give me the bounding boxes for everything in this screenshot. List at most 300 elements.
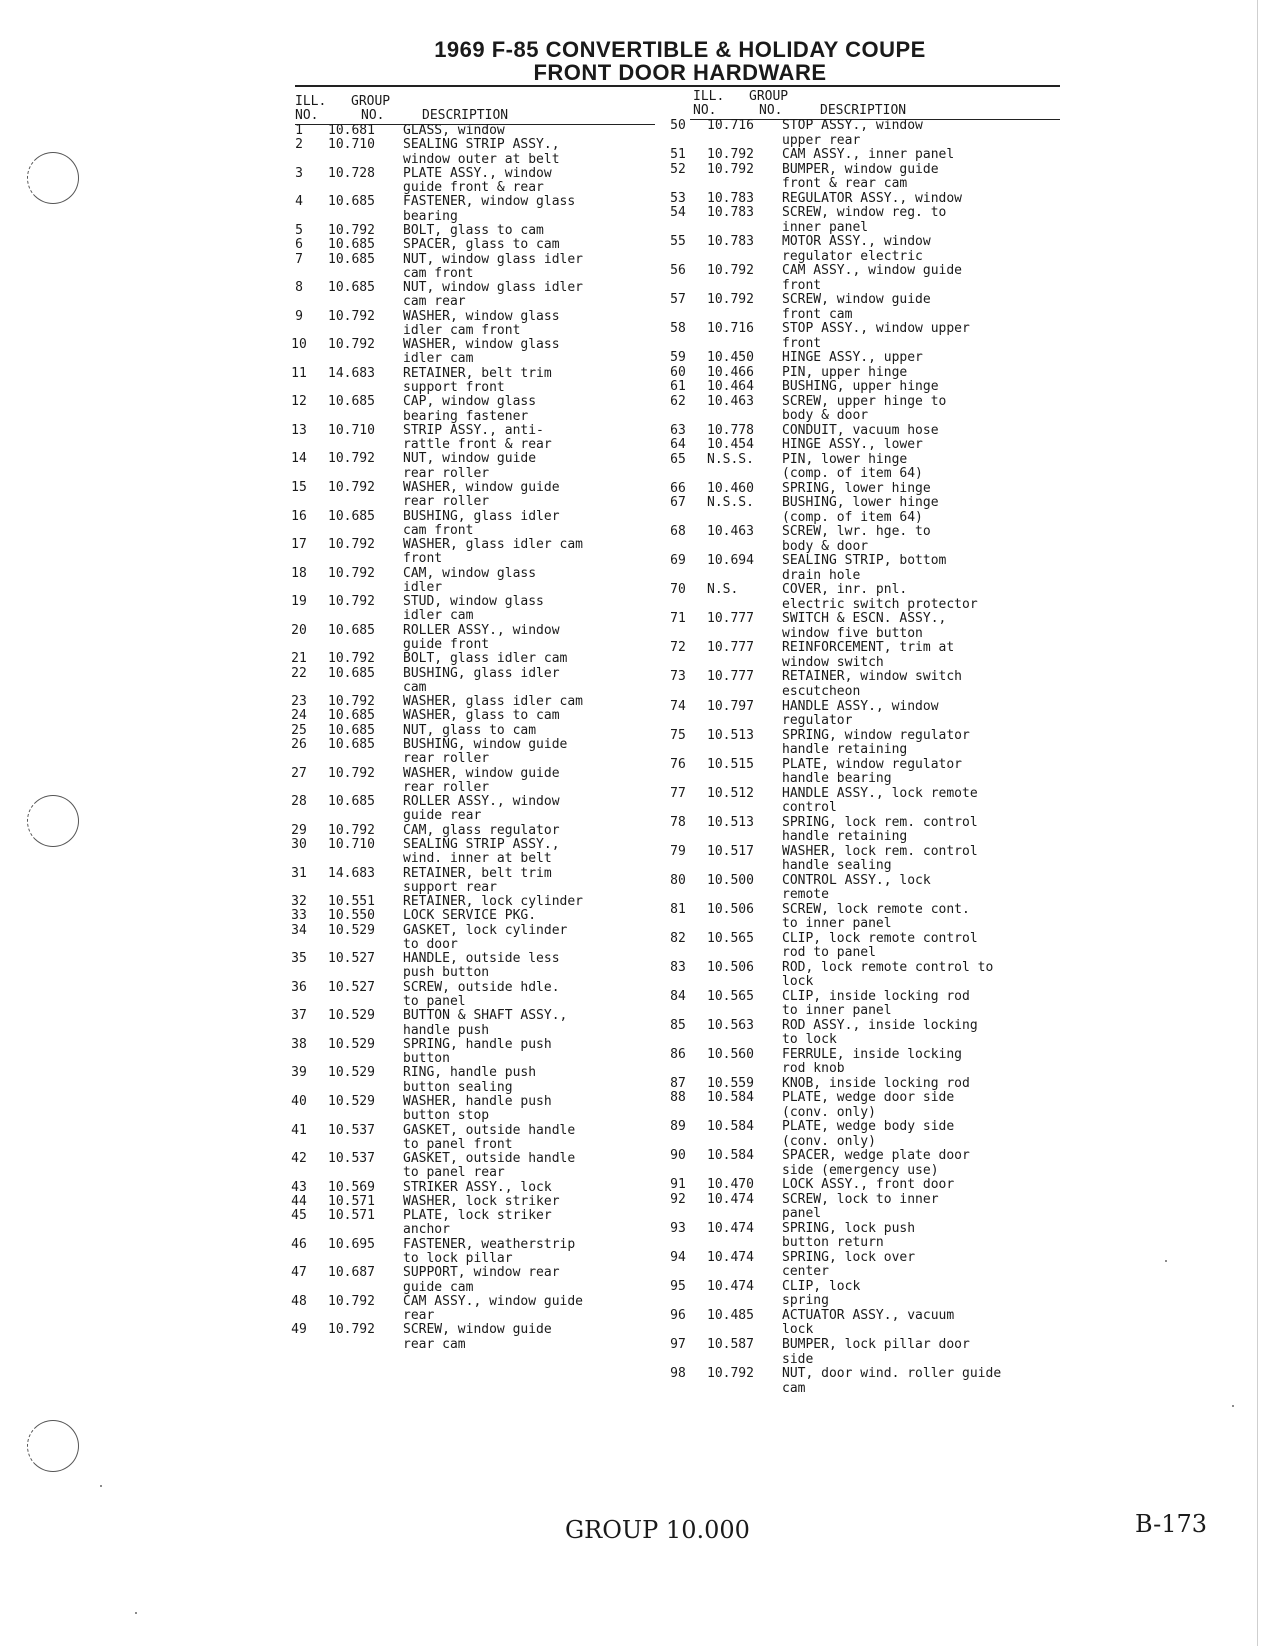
ill-number: 32 (291, 894, 307, 910)
group-number: 10.512 (707, 785, 754, 801)
ill-number: 28 (291, 794, 307, 810)
parts-row (670, 163, 1050, 192)
page-subtitle: FRONT DOOR HARDWARE (533, 60, 827, 85)
parts-row (291, 1195, 671, 1209)
ill-number: 37 (291, 1008, 307, 1024)
footer-page-number: B-173 (1135, 1510, 1207, 1538)
group-number: 10.792 (328, 1293, 375, 1309)
part-description: SPRING, window regulator handle retaining (782, 727, 970, 758)
part-description: RETAINER, belt trim support rear (403, 865, 552, 895)
ill-number: 65 (670, 451, 686, 467)
part-description: NUT, glass to cam (403, 722, 537, 738)
ill-number: 78 (670, 814, 686, 830)
ill-number: 19 (291, 594, 307, 610)
part-description: CAM, window glass idler (403, 565, 537, 595)
ill-number: 23 (291, 694, 307, 710)
parts-row (670, 1178, 1050, 1193)
description-header: DESCRIPTION (422, 108, 509, 123)
part-description: SCREW, upper hinge to body & door (782, 393, 947, 424)
ill-number: 62 (670, 393, 686, 409)
parts-row (670, 1280, 1050, 1309)
part-description: BOLT, glass idler cam (403, 651, 568, 667)
group-number: 10.792 (328, 1322, 375, 1338)
ill-number: 33 (291, 908, 307, 924)
part-description: CAM ASSY., window guide front (782, 263, 963, 293)
parts-row (291, 1181, 671, 1195)
part-description: SCREW, lwr. hge. to body & door (782, 524, 931, 554)
part-description: CLIP, lock spring (782, 1278, 861, 1309)
parts-row (291, 624, 671, 653)
ill-number: 59 (670, 350, 686, 366)
parts-row (670, 1091, 1050, 1120)
parts-row (670, 525, 1050, 554)
group-number: 10.565 (707, 930, 754, 946)
part-description: WASHER, glass idler cam (403, 694, 584, 710)
part-description: SCREW, window guide front cam (782, 292, 931, 322)
ill-number: 7 (295, 251, 303, 267)
part-description: WASHER, lock rem. control handle sealing (782, 843, 978, 874)
group-number: 10.569 (328, 1179, 375, 1195)
parts-row (291, 738, 671, 767)
part-description: BUMPER, lock pillar door side (782, 1337, 970, 1367)
group-number: 10.584 (707, 1090, 754, 1106)
part-description: REGULATOR ASSY., window (782, 190, 963, 206)
group-number: 10.685 (328, 508, 375, 524)
part-description: SEALING STRIP ASSY., wind. inner at belt (403, 837, 560, 867)
ill-number: 97 (670, 1337, 686, 1352)
group-number: 10.777 (707, 669, 754, 685)
group-number: 10.513 (707, 727, 754, 743)
group-number: 10.685 (328, 708, 375, 724)
ill-number: 70 (670, 582, 686, 598)
group-number: 10.560 (707, 1046, 754, 1062)
parts-row (670, 1309, 1050, 1338)
part-description: BUSHING, glass idler cam front (403, 508, 560, 538)
ill-number: 86 (670, 1046, 686, 1062)
ill-number: 22 (291, 665, 307, 681)
part-description: WASHER, glass to cam (403, 708, 560, 724)
parts-row (291, 924, 671, 953)
ill-number: 16 (291, 508, 307, 524)
parts-row (670, 1149, 1050, 1178)
parts-row (670, 322, 1050, 351)
ill-number: 2 (295, 137, 303, 153)
part-description: SCREW, outside hdle. to panel (403, 979, 560, 1009)
part-description: RING, handle push button sealing (403, 1065, 537, 1095)
parts-row (291, 1209, 671, 1238)
part-description: GASKET, lock cylinder to door (403, 922, 568, 952)
parts-row (670, 932, 1050, 961)
group-number: 10.792 (707, 292, 754, 308)
parts-row (291, 1066, 671, 1095)
parts-row (291, 709, 671, 723)
ill-number: 14 (291, 451, 307, 467)
part-description: SPACER, glass to cam (403, 237, 560, 253)
part-description: SPRING, lock over center (782, 1249, 916, 1280)
parts-row (670, 874, 1050, 903)
parts-row (291, 767, 671, 796)
group-number: 10.681 (328, 123, 375, 138)
group-number: 10.695 (328, 1236, 375, 1252)
ill-number: 58 (670, 321, 686, 337)
part-description: SPRING, lower hinge (782, 480, 931, 496)
part-description: PLATE, window regulator handle bearing (782, 756, 963, 787)
group-number: 10.454 (707, 437, 754, 453)
group-number: 10.470 (707, 1177, 754, 1193)
part-description: CAP, window glass bearing fastener (403, 394, 537, 424)
scan-speck (1232, 1405, 1234, 1407)
parts-row (291, 1238, 671, 1267)
group-number: 10.474 (707, 1249, 754, 1265)
group-number: 10.792 (328, 765, 375, 781)
ill-number: 44 (291, 1193, 307, 1209)
parts-row (670, 1048, 1050, 1077)
scan-speck (135, 1612, 137, 1614)
part-description: STRIKER ASSY., lock (403, 1179, 552, 1195)
parts-row (291, 867, 671, 896)
ill-number: 80 (670, 872, 686, 888)
group-number: 10.710 (328, 137, 375, 153)
ill-number: 60 (670, 364, 686, 380)
parts-row (291, 195, 671, 224)
ill-number: 12 (291, 394, 307, 410)
ill-number: 53 (670, 190, 686, 206)
group-number: N.S.S. (707, 451, 754, 467)
group-header-top: GROUP (749, 89, 789, 104)
part-description: FASTENER, weatherstrip to lock pillar (403, 1236, 576, 1267)
ill-number: 10 (291, 337, 307, 353)
parts-row (670, 424, 1050, 439)
parts-row (670, 787, 1050, 816)
group-number: 10.792 (328, 651, 375, 667)
punch-hole-top (27, 152, 79, 204)
group-number: 10.587 (707, 1337, 754, 1352)
part-description: GASKET, outside handle to panel front (403, 1122, 576, 1152)
parts-row (670, 482, 1050, 497)
group-number: 10.517 (707, 843, 754, 859)
part-description: BUSHING, glass idler cam (403, 665, 560, 695)
ill-header-top: ILL. (693, 89, 725, 104)
part-description: SCREW, lock to inner panel (782, 1191, 939, 1222)
parts-row (291, 838, 671, 867)
group-number: 10.792 (328, 537, 375, 553)
group-number: 10.792 (328, 223, 375, 238)
ill-number: 84 (670, 988, 686, 1004)
ill-number: 56 (670, 263, 686, 279)
ill-number: 51 (670, 147, 686, 162)
scan-speck (1165, 1260, 1167, 1262)
parts-row (291, 567, 671, 596)
group-number: 10.685 (328, 665, 375, 681)
part-description: PLATE, wedge door side (conv. only) (782, 1090, 955, 1120)
parts-row (670, 293, 1050, 322)
ill-number: 73 (670, 669, 686, 685)
ill-number: 96 (670, 1307, 686, 1323)
ill-number: 3 (295, 165, 303, 181)
group-number: 10.792 (328, 565, 375, 581)
parts-row (291, 652, 671, 666)
group-number: 10.783 (707, 234, 754, 250)
group-number: 10.466 (707, 364, 754, 380)
part-description: SUPPORT, window rear guide cam (403, 1265, 560, 1295)
ill-number: 88 (670, 1090, 686, 1106)
parts-row (670, 554, 1050, 583)
parts-row (670, 453, 1050, 482)
group-number: 10.464 (707, 379, 754, 395)
punch-hole-middle (27, 795, 79, 847)
part-description: WASHER, window glass idler cam front (403, 308, 560, 338)
part-description: WASHER, window guide rear roller (403, 765, 560, 795)
part-description: CONDUIT, vacuum hose (782, 422, 939, 438)
ill-number: 77 (670, 785, 686, 801)
group-number: 10.529 (328, 1008, 375, 1024)
parts-row (670, 903, 1050, 932)
part-description: RETAINER, lock cylinder (403, 894, 584, 910)
group-number: 10.792 (328, 451, 375, 467)
part-description: BUSHING, window guide rear roller (403, 737, 568, 767)
part-description: BUSHING, upper hinge (782, 379, 939, 395)
parts-row (291, 538, 671, 567)
group-number: 14.683 (328, 865, 375, 881)
ill-number: 21 (291, 651, 307, 667)
group-number: 10.685 (328, 794, 375, 810)
group-number: 10.792 (707, 1366, 754, 1381)
group-number: 10.797 (707, 698, 754, 714)
parts-row (291, 124, 671, 138)
ill-number: 11 (291, 365, 307, 381)
parts-row (291, 424, 671, 453)
ill-number: 8 (295, 280, 303, 296)
parts-row (670, 1251, 1050, 1280)
group-number: N.S.S. (707, 495, 754, 511)
parts-row (670, 496, 1050, 525)
part-description: REINFORCEMENT, trim at window switch (782, 640, 955, 670)
ill-number: 89 (670, 1119, 686, 1135)
part-description: CLIP, lock remote control rod to panel (782, 930, 978, 961)
group-number: 10.527 (328, 951, 375, 967)
parts-row (291, 795, 671, 824)
parts-row (291, 238, 671, 252)
group-number: 10.728 (328, 165, 375, 181)
ill-number: 43 (291, 1179, 307, 1195)
group-number: 10.685 (328, 194, 375, 210)
ill-number: 52 (670, 161, 686, 177)
group-number: 10.710 (328, 837, 375, 852)
ill-number: 81 (670, 901, 686, 917)
part-description: BUMPER, window guide front & rear cam (782, 161, 939, 192)
group-number: 10.500 (707, 872, 754, 888)
parts-row (291, 909, 671, 923)
ill-number: 46 (291, 1236, 307, 1252)
parts-row (670, 1019, 1050, 1048)
ill-number: 38 (291, 1036, 307, 1052)
ill-number: 17 (291, 537, 307, 553)
group-number: 10.563 (707, 1017, 754, 1033)
part-description: WASHER, window guide rear roller (403, 480, 560, 510)
group-header-bottom: NO. (759, 103, 783, 118)
parts-row (291, 338, 671, 367)
group-number: 10.559 (707, 1075, 754, 1091)
part-description: PLATE ASSY., window guide front & rear (403, 165, 552, 196)
group-number: 10.792 (328, 594, 375, 610)
group-number: 10.792 (328, 308, 375, 324)
parts-row (670, 961, 1050, 990)
group-number: 10.685 (328, 622, 375, 638)
part-description: PIN, lower hinge (comp. of item 64) (782, 451, 923, 482)
ill-number: 27 (291, 765, 307, 781)
part-description: WASHER, lock striker (403, 1193, 560, 1209)
parts-row (670, 380, 1050, 395)
part-description: SWITCH & ESCN. ASSY., window five button (782, 611, 947, 641)
ill-number: 74 (670, 698, 686, 714)
part-description: BOLT, glass to cam (403, 223, 544, 238)
parts-row (670, 1338, 1050, 1367)
parts-row (291, 253, 671, 282)
group-number: 10.685 (328, 737, 375, 752)
group-number: 10.792 (328, 337, 375, 353)
group-number: 10.460 (707, 480, 754, 496)
part-description: CONTROL ASSY., lock remote (782, 872, 931, 903)
group-number: 10.550 (328, 908, 375, 924)
ill-number: 24 (291, 708, 307, 724)
ill-number: 1 (295, 123, 303, 138)
group-number: 10.792 (328, 480, 375, 495)
part-description: ACTUATOR ASSY., vacuum lock (782, 1307, 955, 1338)
parts-row (291, 395, 671, 424)
ill-number: 72 (670, 640, 686, 656)
parts-row (291, 481, 671, 510)
left-column-header (295, 94, 655, 124)
parts-row (670, 990, 1050, 1019)
parts-row (670, 700, 1050, 729)
group-number: 10.783 (707, 205, 754, 221)
part-description: SCREW, lock remote cont. to inner panel (782, 901, 970, 932)
ill-number: 83 (670, 959, 686, 975)
title-rule (295, 85, 1060, 87)
part-description: NUT, window glass idler cam front (403, 251, 584, 281)
group-number: 10.685 (328, 722, 375, 738)
part-description: HANDLE, outside less push button (403, 951, 560, 981)
ill-number: 30 (291, 837, 307, 852)
parts-row (291, 452, 671, 481)
ill-number: 29 (291, 822, 307, 838)
ill-number: 39 (291, 1065, 307, 1081)
ill-number: 55 (670, 234, 686, 250)
part-description: CAM ASSY., window guide rear (403, 1293, 584, 1324)
group-number: 10.792 (328, 694, 375, 710)
ill-number: 54 (670, 205, 686, 221)
group-number: 10.571 (328, 1208, 375, 1224)
part-description: ROD ASSY., inside locking to lock (782, 1017, 978, 1048)
part-description: NUT, door wind. roller guide cam (782, 1366, 1002, 1396)
part-description: SPRING, lock rem. control handle retaining (782, 814, 978, 845)
ill-number: 66 (670, 480, 686, 496)
parts-row (670, 816, 1050, 845)
part-description: ROLLER ASSY., window guide rear (403, 794, 560, 824)
right-column-header (693, 89, 1063, 119)
group-number: 10.778 (707, 422, 754, 438)
part-description: ROD, lock remote control to lock (782, 959, 994, 990)
parts-row (291, 952, 671, 981)
part-description: HANDLE ASSY., window regulator (782, 698, 939, 729)
part-description: RETAINER, belt trim support front (403, 365, 552, 395)
part-description: RETAINER, window switch escutcheon (782, 669, 963, 699)
group-number: 10.716 (707, 118, 754, 133)
group-number: 10.687 (328, 1265, 375, 1281)
part-description: SPRING, handle push button (403, 1036, 552, 1067)
parts-row (670, 235, 1050, 264)
ill-number: 67 (670, 495, 686, 511)
parts-row (291, 1009, 671, 1038)
part-description: FASTENER, window glass bearing (403, 194, 576, 224)
group-number: 10.474 (707, 1220, 754, 1236)
parts-row (670, 438, 1050, 453)
parts-row (670, 1120, 1050, 1149)
group-number: 10.474 (707, 1278, 754, 1294)
group-number: 10.527 (328, 979, 375, 995)
part-description: PLATE, lock striker anchor (403, 1208, 552, 1238)
ill-number: 64 (670, 437, 686, 453)
parts-row (291, 1323, 671, 1352)
ill-number: 87 (670, 1075, 686, 1091)
page-title: 1969 F-85 CONVERTIBLE & HOLIDAY COUPE (434, 37, 926, 62)
group-number: 10.529 (328, 1094, 375, 1109)
parts-row (291, 595, 671, 624)
group-number: 10.584 (707, 1119, 754, 1135)
ill-number: 47 (291, 1265, 307, 1281)
ill-number: 34 (291, 922, 307, 938)
scan-speck (100, 1485, 102, 1487)
group-number: 10.685 (328, 394, 375, 410)
ill-number: 36 (291, 979, 307, 995)
part-description: STOP ASSY., window upper front (782, 321, 970, 351)
group-number: 10.710 (328, 422, 375, 438)
ill-number: 91 (670, 1177, 686, 1193)
group-number: 10.792 (707, 161, 754, 177)
parts-row (670, 1077, 1050, 1092)
page-edge-line (1257, 0, 1258, 1646)
parts-row (291, 310, 671, 339)
part-description: NUT, window guide rear roller (403, 451, 537, 481)
part-description: SCREW, window guide rear cam (403, 1322, 552, 1352)
parts-row (291, 695, 671, 709)
part-description: WASHER, window glass idler cam (403, 337, 560, 367)
group-number: 10.513 (707, 814, 754, 830)
parts-row (291, 1095, 671, 1124)
ill-number: 49 (291, 1322, 307, 1338)
parts-row (670, 395, 1050, 424)
description-header: DESCRIPTION (820, 103, 907, 118)
part-description: NUT, window glass idler cam rear (403, 280, 584, 310)
part-description: LOCK ASSY., front door (782, 1177, 955, 1193)
part-description: CAM ASSY., inner panel (782, 147, 955, 162)
part-description: STOP ASSY., window upper rear (782, 118, 923, 148)
ill-number: 94 (670, 1249, 686, 1265)
part-description: MOTOR ASSY., window regulator electric (782, 234, 931, 264)
group-number: 10.792 (707, 263, 754, 279)
group-number: 10.485 (707, 1307, 754, 1323)
ill-number: 69 (670, 553, 686, 569)
ill-number: 85 (670, 1017, 686, 1033)
parts-row (670, 729, 1050, 758)
parts-row (670, 192, 1050, 207)
parts-row (670, 583, 1050, 612)
parts-row (670, 1367, 1050, 1396)
part-description: PIN, upper hinge (782, 364, 908, 380)
ill-number: 48 (291, 1293, 307, 1309)
ill-header-top: ILL. (295, 94, 327, 109)
part-description: LOCK SERVICE PKG. (403, 908, 537, 924)
